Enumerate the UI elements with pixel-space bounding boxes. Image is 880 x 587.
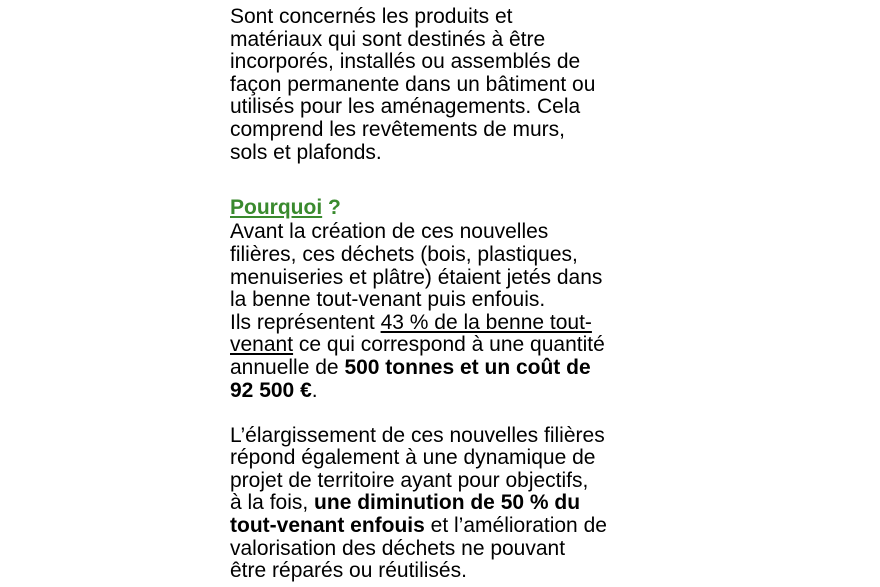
text-line (230, 357, 670, 380)
paragraph-scope (230, 6, 670, 164)
text-line (230, 380, 670, 403)
heading-word: Pourquoi (230, 195, 323, 219)
text-line: projet de territoire ayant pour objectifs, (230, 468, 589, 492)
text-line: Avant la création de ces nouvelles (230, 220, 549, 244)
text-segment: à la fois, (230, 491, 315, 515)
text-line: Sont concernés les produits et (230, 5, 513, 28)
text-line: façon permanente dans un bâtiment ou (230, 72, 596, 96)
text-line (230, 334, 670, 357)
text-column (230, 6, 670, 583)
text-line: sols et plafonds. (230, 140, 382, 164)
text-line: être réparés ou réutilisés. (230, 559, 467, 583)
text-line: répond également à une dynamique de (230, 446, 596, 470)
text-line: filières, ces déchets (bois, plastiques, (230, 242, 578, 266)
text-segment: annuelle de (230, 355, 345, 379)
text-line: L’élargissement de ces nouvelles filières (230, 423, 605, 447)
text-line (230, 515, 670, 538)
paragraph-gap (230, 164, 670, 187)
text-line: valorisation des déchets ne pouvant (230, 536, 566, 560)
text-line: comprend les revêtements de murs, (230, 117, 565, 141)
text-segment: Ils représentent (230, 310, 381, 334)
text-line (230, 312, 670, 335)
text-line: la benne tout-venant puis enfouis. (230, 288, 546, 312)
paragraph-why (230, 221, 670, 402)
text-line: utilisés pour les aménagements. Cela (230, 95, 581, 119)
text-segment: ce qui correspond à une quantité (293, 333, 605, 357)
text-line: matériaux qui sont destinés à être (230, 27, 546, 51)
bold-objective: une diminution de 50 % du (314, 491, 581, 515)
text-segment: . (311, 378, 318, 402)
bold-quantity: 500 tonnes et un coût de (344, 355, 591, 379)
underlined-share: 43 % de la benne tout- (380, 310, 592, 334)
bold-cost: 92 500 € (230, 378, 312, 402)
text-line (230, 492, 670, 515)
text-line: incorporés, installés ou assemblés de (230, 50, 581, 74)
heading-suffix: ? (322, 195, 341, 219)
bold-objective-cont: tout-venant enfouis (230, 514, 425, 538)
paragraph-extension (230, 425, 670, 583)
underlined-share-cont: venant (230, 333, 294, 357)
text-segment: et l’amélioration de (424, 514, 607, 538)
text-line: menuiseries et plâtre) étaient jetés dans (230, 265, 603, 289)
section-heading (230, 197, 670, 220)
paragraph-gap (230, 402, 670, 425)
